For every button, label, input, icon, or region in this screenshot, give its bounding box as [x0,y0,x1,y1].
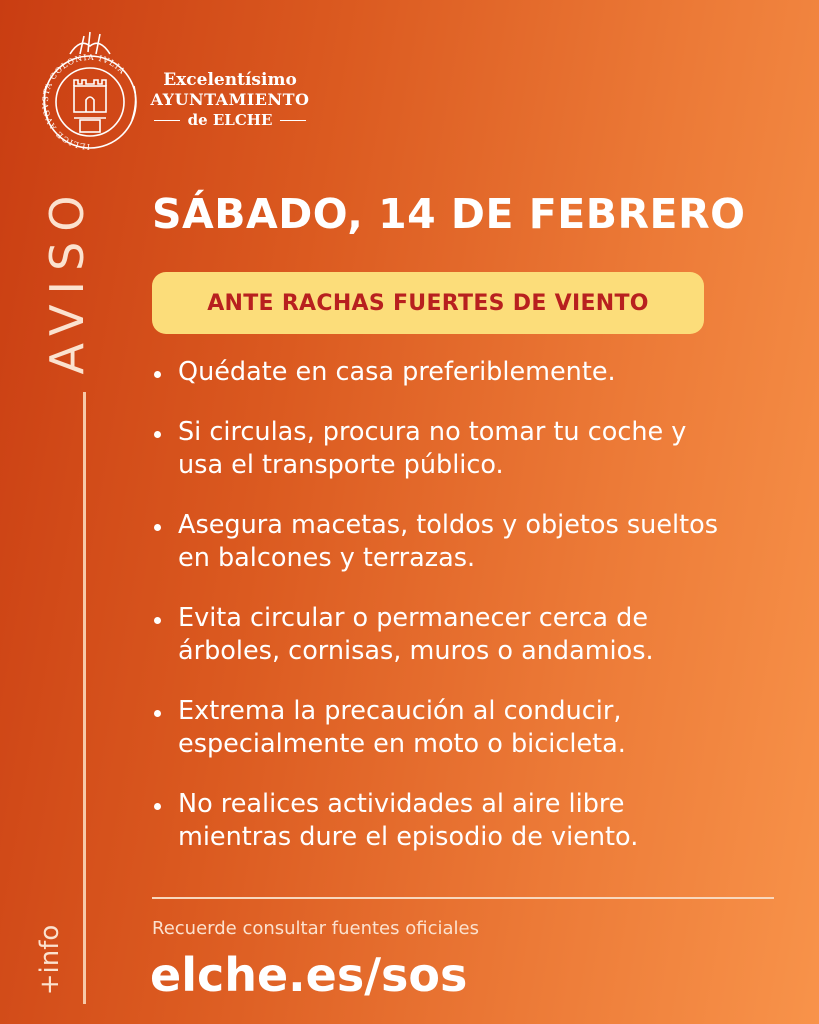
advice-text: Quédate en casa preferiblemente. [178,357,616,387]
advice-text: Extrema la precaución al conducir, [178,696,622,726]
advice-text: Asegura macetas, toldos y objetos sueltos [178,510,718,540]
bullet-icon [154,617,161,624]
advice-text: Si circulas, procura no tomar tu coche y [178,417,687,447]
organization-line-1: Excelentísimo [163,70,297,90]
bullet-icon [154,524,161,531]
list-item [152,509,792,575]
list-item [152,416,792,482]
organization-line-3 [144,110,316,130]
bullet-icon [154,710,161,717]
bullet-icon [154,803,161,810]
organization-city: de ELCHE [187,111,273,129]
organization-name [144,70,316,130]
advice-text-continued: mientras dure el episodio de viento. [178,822,639,852]
bullet-icon [154,431,161,438]
bullet-icon [154,371,161,378]
advice-text-continued: árboles, cornisas, muros o andamios. [178,636,654,666]
list-item [152,356,792,389]
divider-right [280,120,306,121]
side-divider [83,392,86,1004]
list-item [152,695,792,761]
advice-list [152,356,792,881]
coat-of-arms-ring-text: ILLICE AVGVSTA COLONIA IVLIA [40,52,128,152]
footer-url[interactable]: elche.es/sos [150,948,468,1002]
advice-text-continued: usa el transporte público. [178,450,504,480]
footer-note: Recuerde consultar fuentes oficiales [152,918,479,939]
advice-text: Evita circular o permanecer cerca de [178,603,649,633]
warning-banner-text: ANTE RACHAS FUERTES DE VIENTO [207,290,649,316]
advice-text-continued: en balcones y terrazas. [178,543,476,573]
list-item [152,788,792,854]
warning-banner [152,272,704,334]
organization-line-2: AYUNTAMIENTO [150,90,310,109]
coat-of-arms-svg [40,26,140,156]
advice-text: No realices actividades al aire libre [178,789,625,819]
divider-left [154,120,180,121]
coat-of-arms-icon [40,26,140,156]
list-item [152,602,792,668]
page-title: SÁBADO, 14 DE FEBRERO [152,190,746,238]
advice-text-continued: especialmente en moto o bicicleta. [178,729,626,759]
svg-text:ILLICE AVGVSTA COLONIA IVLIA [41,53,127,151]
info-label: +info [35,924,65,996]
aviso-label: AVISO [40,185,94,375]
footer-divider [152,897,774,899]
